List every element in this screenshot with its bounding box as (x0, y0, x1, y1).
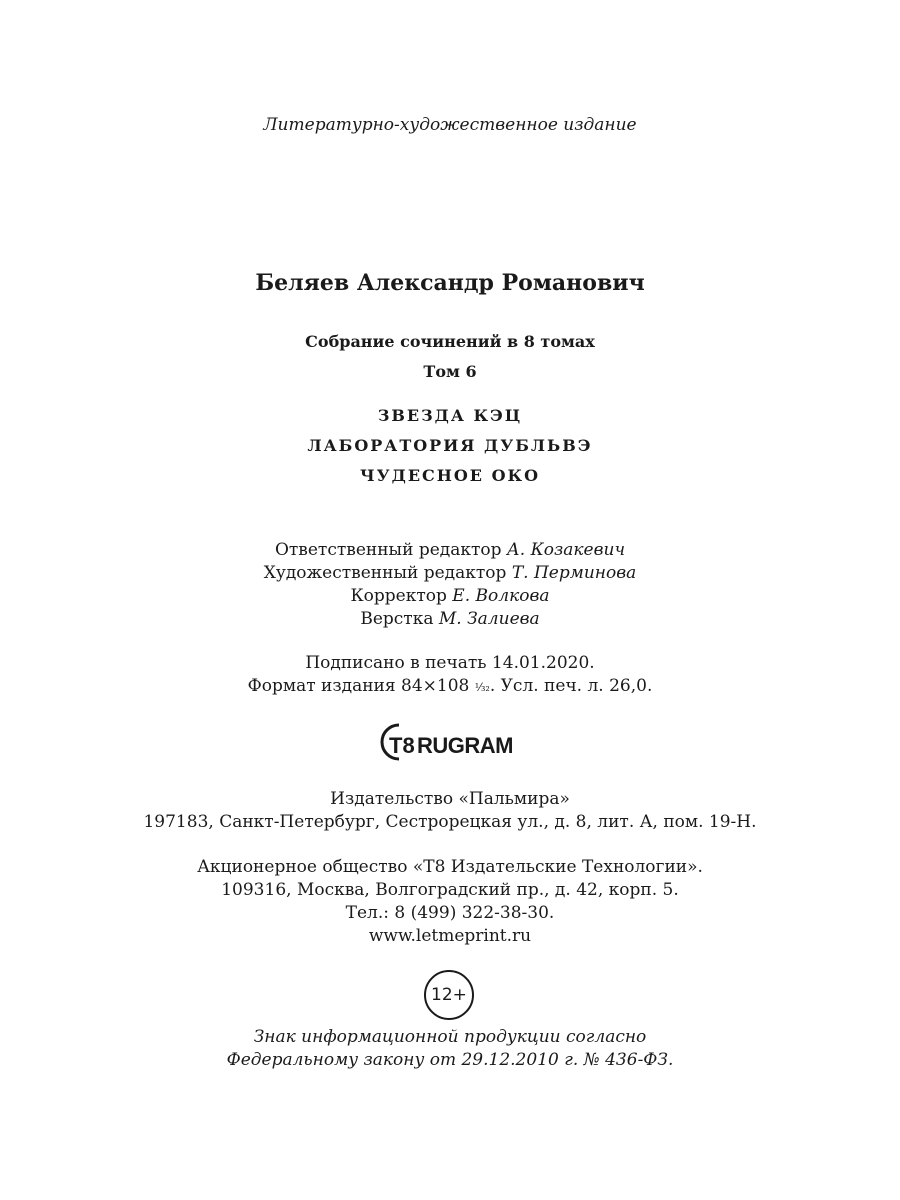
format-prefix: Формат издания 84×108 (247, 676, 470, 696)
credit-role: Корректор (350, 586, 447, 606)
printer-website: www.letmeprint.ru (368, 926, 532, 946)
credit-name: М. Залиева (438, 609, 540, 629)
age-rating-label: 12+ (431, 985, 467, 1005)
credit-line (0, 540, 900, 560)
logo-word: RUGRAM (417, 733, 513, 758)
printer-name: Акционерное общество «Т8 Издательские Технологии». (197, 857, 703, 877)
work-title: ЛАБОРАТОРИЯ ДУБЛЬВЭ (307, 436, 593, 455)
logo-mark: T8 (389, 733, 415, 758)
work-title: ЧУДЕСНОЕ ОКО (360, 466, 540, 485)
volume-number: Том 6 (423, 362, 477, 381)
printer-address: 109316, Москва, Волгоградский пр., д. 42, корп. 5. (221, 880, 679, 900)
credit-name: А. Козакевич (506, 540, 626, 560)
credit-role: Верстка (360, 609, 434, 629)
age-rating-badge (424, 970, 474, 1020)
genre-label: Литературно-художественное издание (263, 115, 637, 135)
format-line (0, 676, 900, 696)
signed-to-print: Подписано в печать 14.01.2020. (305, 653, 595, 673)
age-rating-notice: Знак информационной продукции согласно (253, 1027, 647, 1047)
credit-line (0, 586, 900, 606)
format-fraction: ¹⁄₃₂ (474, 681, 490, 694)
credit-name: Е. Волкова (452, 586, 550, 606)
format-suffix: . Усл. печ. л. 26,0. (489, 676, 653, 696)
publisher-name: Издательство «Пальмира» (330, 789, 570, 809)
credit-line (0, 563, 900, 583)
t8-rugram-logo (379, 720, 529, 764)
age-rating-law: Федеральному закону от 29.12.2010 г. № 436-ФЗ. (226, 1050, 674, 1070)
credit-role: Ответственный редактор (274, 540, 502, 560)
printer-phone: Тел.: 8 (499) 322-38-30. (345, 903, 555, 923)
work-title: ЗВЕЗДА КЭЦ (377, 406, 523, 425)
collection-title: Собрание сочинений в 8 томах (305, 332, 595, 351)
credit-line (0, 609, 900, 629)
credit-role: Художественный редактор (263, 563, 507, 583)
author-name: Беляев Александр Романович (255, 270, 645, 296)
publisher-address: 197183, Санкт-Петербург, Сестрорецкая ул., д. 8, лит. А, пом. 19-Н. (143, 812, 757, 832)
credit-name: Т. Перминова (511, 563, 637, 583)
